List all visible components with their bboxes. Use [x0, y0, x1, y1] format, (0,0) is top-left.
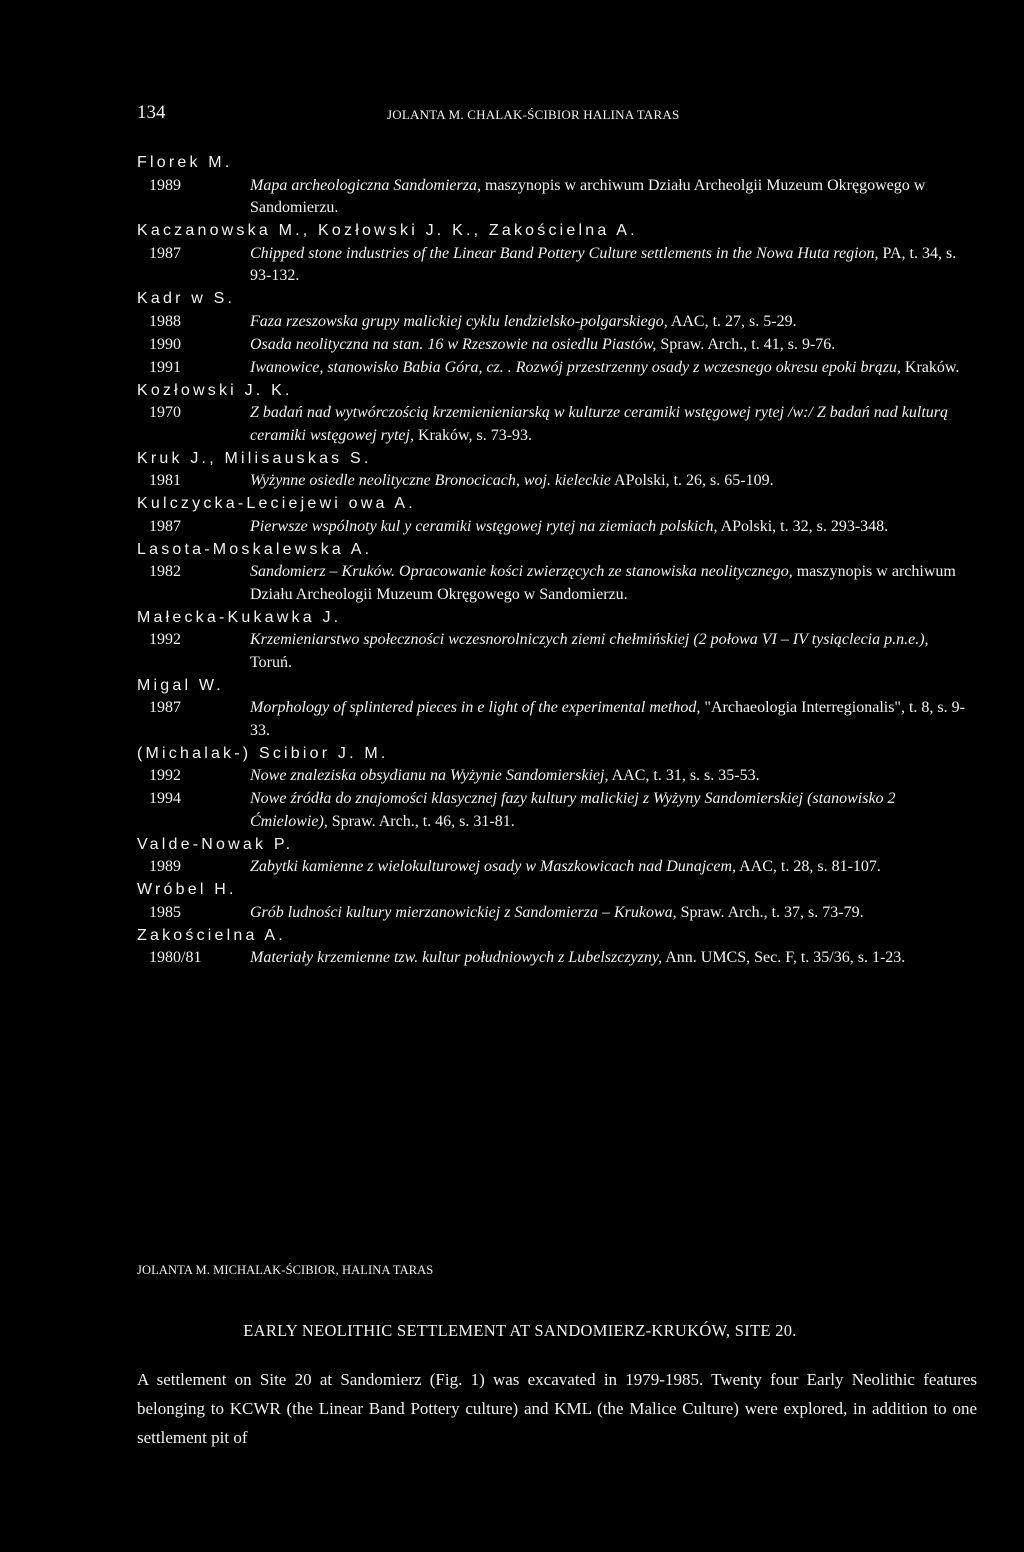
- reference-details: Kraków.: [900, 358, 960, 376]
- reference-year: 1987: [149, 517, 181, 535]
- reference-details: maszynopis w archiwum Działu Archeologii Muzeum Okręgowego w Sandomierzu.: [250, 563, 956, 603]
- reference-entry: [137, 243, 972, 288]
- reference-entry: [137, 402, 972, 447]
- reference-title: Faza rzeszowska grupy malickiej cyklu lendzielsko-polgarskiego,: [250, 312, 668, 330]
- reference-author: Migal W.: [137, 676, 224, 694]
- page-header: [137, 102, 964, 128]
- reference-title: Krzemieniarstwo społeczności wczesnorolniczych ziemi chełmińskiej (2 połowa VI – IV tysiąclecia p.n.e.),: [250, 631, 929, 648]
- reference-details: Spraw. Arch., t. 37, s. 73-79.: [676, 903, 864, 921]
- reference-entry: [137, 561, 972, 606]
- reference-year: 1989: [149, 858, 181, 875]
- reference-details: "Archaeologia Interregionalis", t. 8, s. 9-33.: [250, 699, 965, 739]
- reference-author: (Michalak-) Scibior J. M.: [137, 744, 389, 762]
- reference-year: 1987: [149, 244, 181, 262]
- reference-title: Wyżynne osiedle neolityczne Bronocicach, woj. kieleckie: [250, 472, 611, 489]
- reference-author: Kruk J., Milisauskas S.: [137, 449, 372, 467]
- reference-details: AAC, t. 28, s. 81-107.: [736, 858, 881, 875]
- reference-title: Materiały krzemienne tzw. kultur południowych z Lubelszczyzny,: [250, 949, 663, 966]
- reference-entry: [137, 357, 972, 380]
- reference-entry: [137, 470, 972, 493]
- reference-title: Zabytki kamienne z wielokulturowej osady w Maszkowicach nad Dunajcem,: [250, 858, 736, 875]
- reference-title: Osada neolityczna na stan. 16 w Rzeszowie na osiedlu Piastów,: [250, 335, 657, 353]
- reference-entry: [137, 311, 972, 334]
- reference-year: 1982: [149, 563, 181, 580]
- reference-author: Małecka-Kukawka J.: [137, 608, 342, 626]
- reference-title: Iwanowice, stanowisko Babia Góra, cz. . Rozwój przestrzenny osady z wczesnego okresu epoki brązu,: [250, 358, 901, 376]
- reference-details: Ann. UMCS, Sec. F, t. 35/36, s. 1-23.: [662, 949, 906, 966]
- reference-title: Mapa archeologiczna Sandomierza,: [250, 176, 481, 194]
- reference-year: 1988: [149, 312, 181, 330]
- reference-title: Morphology of splintered pieces in e light of the experimental method,: [250, 699, 701, 716]
- running-head: JOLANTA M. CHALAK-ŚCIBIOR HALINA TARAS: [387, 107, 680, 122]
- reference-year: 1990: [149, 335, 181, 353]
- reference-details: PA, t. 34, s. 93-132.: [250, 244, 957, 284]
- reference-title: Pierwsze wspólnoty kul y ceramiki wstęgowej rytej na ziemiach polskich,: [250, 517, 718, 535]
- reference-entry: [137, 334, 972, 357]
- reference-title: Nowe źródła do znajomości klasycznej fazy kultury malickiej z Wyżyny Sandomierskiej (stanowisko 2 Ćmielowie),: [250, 790, 896, 830]
- reference-author: Kulczycka-Leciejewi owa A.: [137, 495, 416, 512]
- reference-year: 1981: [149, 472, 181, 489]
- reference-author: Florek M.: [137, 154, 233, 171]
- summary-text: A settlement on Site 20 at Sandomierz (Fig. 1) was excavated in 1979-1985. Twenty four Early Neolithic features belonging to KCWR (the Linear Band Pottery culture) and KML (the Malice Culture) were explored, in addition to one settlement pit of: [137, 1370, 977, 1447]
- reference-entry: [137, 629, 972, 674]
- reference-details: APolski, t. 32, s. 293-348.: [717, 517, 889, 535]
- reference-entry: [137, 765, 972, 788]
- reference-year: 1970: [149, 404, 181, 421]
- reference-year: 1980/81: [149, 949, 202, 966]
- reference-details: Toruń.: [250, 653, 292, 671]
- reference-author: Valde-Nowak P.: [137, 835, 294, 853]
- reference-entry: [137, 175, 972, 220]
- summary-title: EARLY NEOLITHIC SETTLEMENT AT SANDOMIERZ-KRUKÓW, SITE 20.: [243, 1321, 797, 1340]
- reference-author: Kaczanowska M., Kozłowski J. K., Zakościelna A.: [137, 222, 638, 239]
- reference-year: 1994: [149, 790, 181, 807]
- summary-author: JOLANTA M. MICHALAK-ŚCIBIOR, HALINA TARAS: [137, 1263, 434, 1277]
- bibliography: [137, 152, 972, 970]
- reference-details: maszynopis w archiwum Działu Archeolgii Muzeum Okręgowego w Sandomierzu.: [250, 176, 926, 216]
- reference-author: Kozłowski J. K.: [137, 381, 293, 399]
- reference-entry: [137, 516, 972, 539]
- reference-entry: [137, 902, 972, 925]
- reference-title: Nowe znaleziska obsydianu na Wyżynie Sandomierskiej,: [250, 767, 609, 784]
- reference-title: Chipped stone industries of the Linear Band Pottery Culture settlements in the Nowa Huta region,: [250, 244, 879, 262]
- reference-author: Kadr w S.: [137, 290, 236, 307]
- reference-entry: [137, 947, 972, 970]
- reference-title: Z badań nad wytwórczością krzemienieniarską w kulturze ceramiki wstęgowej rytej /w:/ Z badań nad kulturą ceramiki wstęgowej rytej,: [250, 404, 949, 444]
- reference-year: 1992: [149, 631, 181, 648]
- reference-details: AAC, t. 27, s. 5-29.: [667, 312, 797, 330]
- reference-entry: [137, 856, 972, 879]
- reference-details: AAC, t. 31, s. s. 35-53.: [608, 767, 760, 784]
- reference-entry: [137, 788, 972, 833]
- reference-year: 1992: [149, 767, 181, 784]
- reference-title: Sandomierz – Kruków. Opracowanie kości zwierzęcych ze stanowiska neolitycznego,: [250, 563, 793, 580]
- reference-details: Spraw. Arch., t. 46, s. 31-81.: [327, 812, 515, 830]
- reference-details: Kraków, s. 73-93.: [413, 426, 533, 444]
- reference-year: 1989: [149, 176, 181, 194]
- reference-author: Zakościelna A.: [137, 926, 286, 944]
- page-number: 134: [137, 102, 166, 123]
- reference-author: Wróbel H.: [137, 881, 237, 898]
- reference-year: 1991: [149, 358, 181, 376]
- reference-year: 1987: [149, 699, 181, 716]
- reference-year: 1985: [149, 903, 181, 921]
- reference-details: Spraw. Arch., t. 41, s. 9-76.: [656, 335, 836, 353]
- reference-author: Lasota-Moskalewska A.: [137, 540, 373, 558]
- reference-title: Grób ludności kultury mierzanowickiej z Sandomierza – Krukowa,: [250, 903, 677, 921]
- reference-details: APolski, t. 26, s. 65-109.: [610, 472, 774, 489]
- reference-entry: [137, 697, 972, 742]
